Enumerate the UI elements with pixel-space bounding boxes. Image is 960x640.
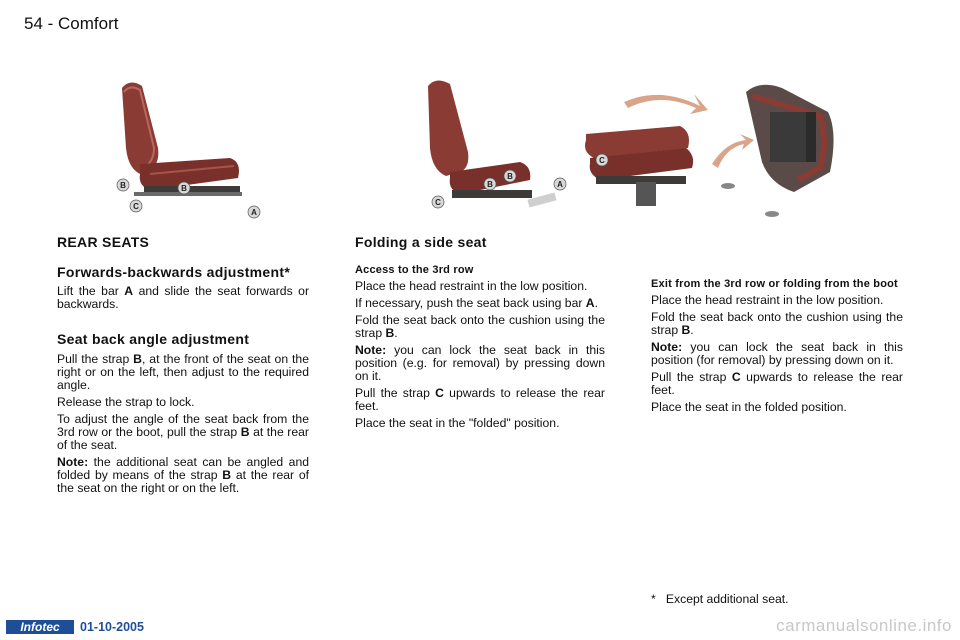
note-paragraph — [57, 456, 309, 495]
label-b: B — [507, 172, 513, 181]
section-heading: REAR SEATS — [57, 234, 150, 250]
bold-ref: C — [435, 386, 444, 400]
paragraph — [355, 314, 605, 340]
bold-ref: B — [222, 468, 232, 482]
rear-seats-section — [57, 234, 309, 499]
paragraph — [57, 413, 309, 452]
bold-ref: C — [731, 370, 741, 384]
paragraph — [57, 353, 309, 392]
text: . — [394, 326, 398, 340]
label-b: B — [487, 180, 493, 189]
text: Pull the strap — [355, 386, 436, 400]
label-c: C — [435, 198, 441, 207]
text: the additional seat can be angled and folded by means of the strap — [57, 455, 309, 482]
bold-ref: B — [385, 326, 395, 340]
page-number: 54 — [24, 14, 43, 33]
paragraph — [355, 297, 605, 310]
bold-ref: A — [585, 296, 595, 310]
text: and slide the seat forwards or backwards. — [57, 284, 309, 311]
text: To adjust the angle of the seat back from the 3rd row or the boot, pull the strap — [57, 412, 309, 439]
footnote: * Except additional seat. — [651, 592, 789, 606]
forwards-backwards-heading: Forwards-backwards adjustment* — [57, 264, 291, 280]
paragraph — [57, 285, 309, 311]
note-paragraph — [355, 344, 605, 383]
text: Fold the seat back onto the cushion using the strap — [651, 310, 903, 337]
section-heading: Folding a side seat — [355, 234, 487, 250]
seat-illustration-adjust — [110, 78, 270, 223]
bold-ref: B — [240, 425, 250, 439]
text: Fold the seat back onto the cushion using the strap — [355, 313, 605, 340]
watermark: carmanualsonline.info — [776, 616, 952, 635]
label-c: C — [599, 156, 605, 165]
text: Lift the bar — [57, 284, 125, 298]
bold-ref: A — [124, 284, 134, 298]
paragraph: Place the seat in the "folded" position. — [355, 416, 560, 430]
note-label: Note: — [355, 343, 387, 357]
text: upwards to release the rear feet. — [651, 370, 903, 397]
folding-side-seat-section — [355, 234, 605, 434]
seat-illustration-folding — [410, 72, 860, 222]
label-b: B — [181, 184, 187, 193]
text: upwards to release the rear feet. — [355, 386, 605, 413]
text: Pull the strap — [651, 370, 732, 384]
paragraph: Place the seat in the folded position. — [651, 400, 847, 414]
label-b: B — [120, 181, 126, 190]
edition-date: 01-10-2005 — [80, 620, 144, 634]
seat-back-angle-heading: Seat back angle adjustment — [57, 331, 250, 347]
exit-3rd-row-heading: Exit from the 3rd row or folding from the boot — [651, 278, 898, 290]
text: at the rear of the seat. — [57, 425, 309, 452]
text: at the rear of the seat on the right or on the left. — [57, 468, 309, 495]
bold-ref: B — [133, 352, 142, 366]
text: you can lock the seat back in this position (for removal) by pressing down on it. — [651, 340, 903, 367]
label-c: C — [133, 202, 139, 211]
paragraph — [651, 371, 903, 397]
access-3rd-row-heading: Access to the 3rd row — [355, 264, 474, 276]
note-paragraph — [651, 341, 903, 367]
exit-3rd-row-section — [651, 278, 903, 418]
paragraph: Release the strap to lock. — [57, 395, 195, 409]
section-title: Comfort — [58, 14, 119, 33]
paragraph: Place the head restraint in the low position. — [355, 279, 588, 293]
text: . — [594, 296, 598, 310]
paragraph — [651, 311, 903, 337]
note-label: Note: — [651, 340, 683, 354]
header-separator: - — [42, 14, 59, 33]
bold-ref: B — [681, 323, 691, 337]
text: If necessary, push the seat back using bar — [355, 296, 586, 310]
text: , at the front of the seat on the right or on the left, then adjust to the required angle. — [57, 352, 309, 392]
text: you can lock the seat back in this position (e.g. for removal) by pressing down on it. — [355, 343, 605, 383]
paragraph — [355, 387, 605, 413]
note-label: Note: — [57, 455, 89, 469]
page-header — [24, 14, 119, 34]
label-a: A — [557, 180, 563, 189]
text: Pull the strap — [57, 352, 134, 366]
label-a: A — [251, 208, 257, 217]
infotec-logo: Infotec — [6, 620, 74, 634]
paragraph: Place the head restraint in the low position. — [651, 293, 884, 307]
text: . — [690, 323, 694, 337]
